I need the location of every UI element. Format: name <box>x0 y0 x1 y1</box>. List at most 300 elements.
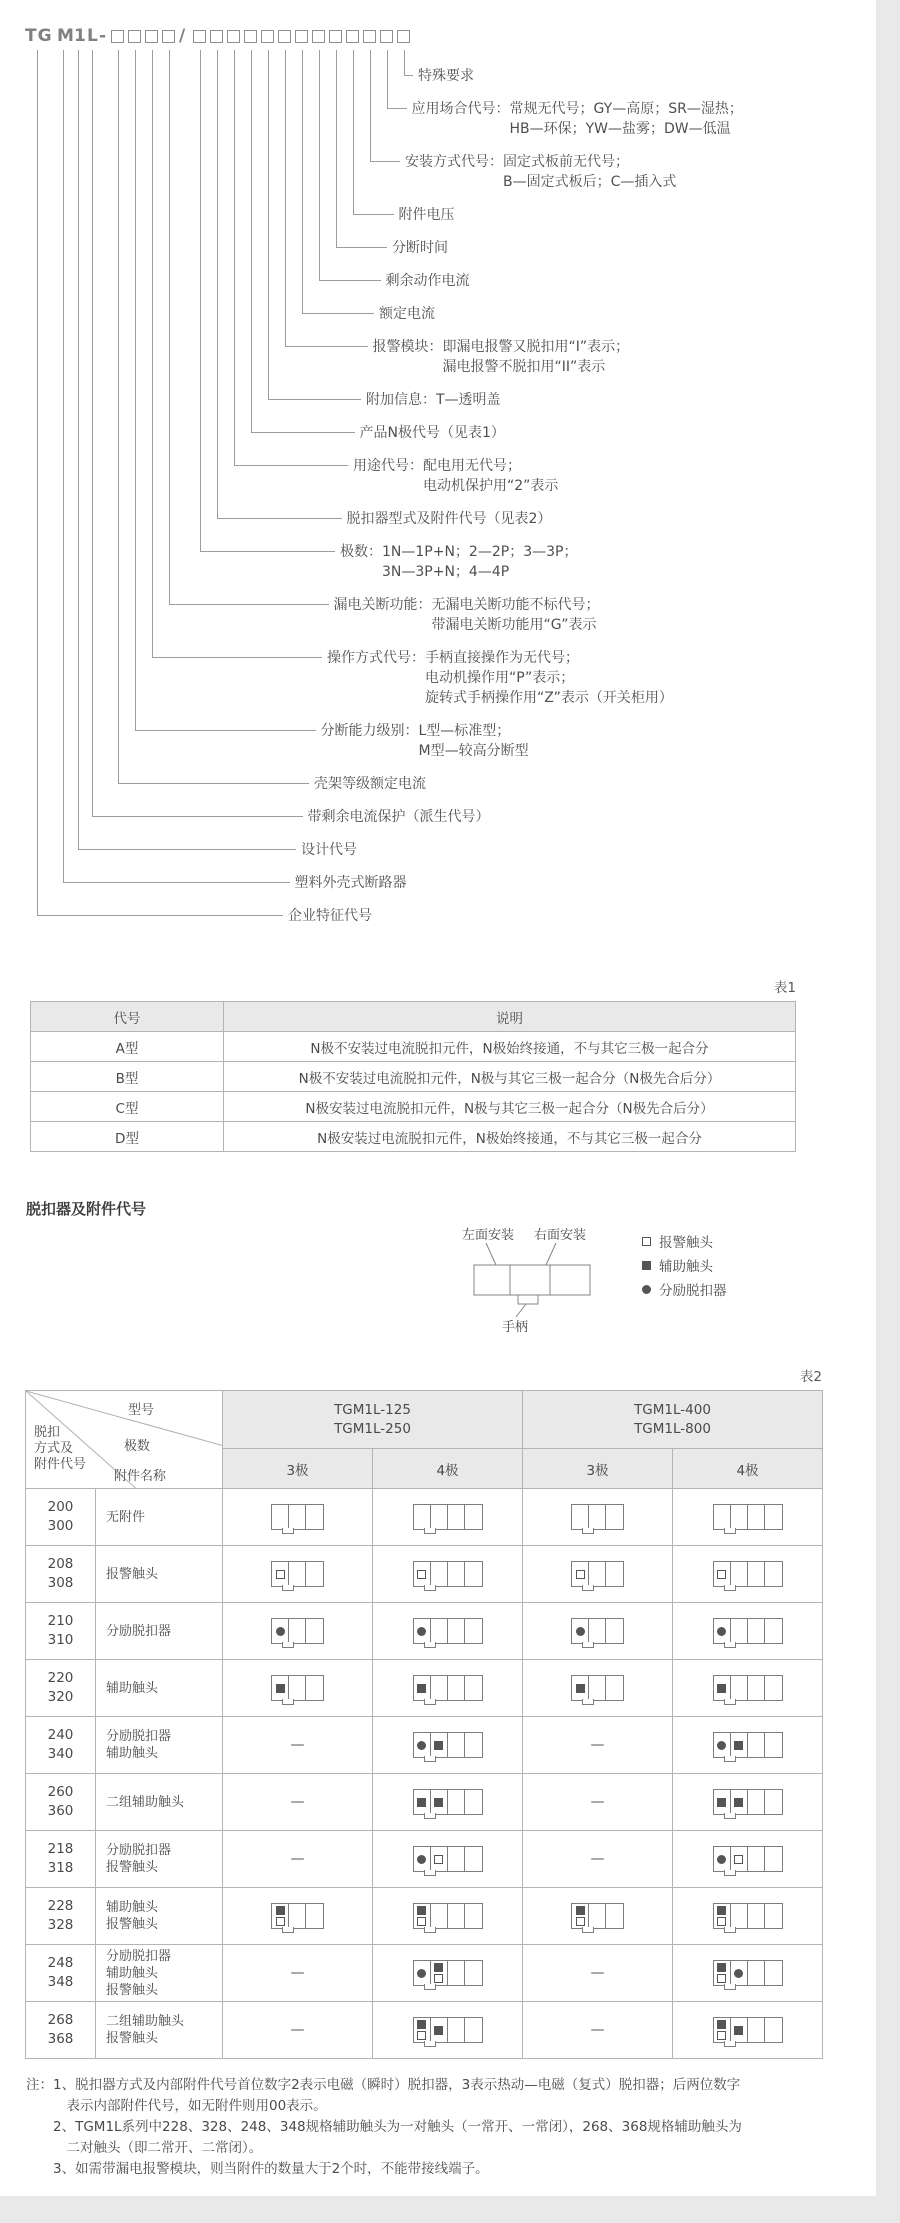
breaker-compartment <box>431 1619 448 1643</box>
annotation-label <box>360 423 505 443</box>
breaker-diagram <box>713 1903 783 1929</box>
right-install-label: 右面安装 <box>534 1228 587 1243</box>
table2-tag: 表2 <box>799 1369 822 1385</box>
table2-row <box>26 1888 823 1945</box>
accessory-name-cell <box>96 1774 223 1831</box>
auxiliary-contact-symbol <box>717 1963 726 1972</box>
accessory-config-cell <box>523 2002 673 2059</box>
accessory-legend <box>642 1229 727 1301</box>
annotation-text: 塑料外壳式断路器 <box>294 875 407 891</box>
accessory-name-line: 辅助触头 <box>106 1900 159 1915</box>
accessory-name-cell <box>96 1888 223 1945</box>
alarm-contact-symbol <box>434 1974 443 1983</box>
breaker-compartment <box>448 1790 465 1814</box>
auxiliary-contact-symbol <box>417 1798 426 1807</box>
auxiliary-contact-symbol <box>734 1741 743 1750</box>
breaker-compartment <box>606 1676 623 1700</box>
accessory-config-cell <box>223 1945 373 2002</box>
type-code-cell: D型 <box>31 1122 224 1152</box>
breaker-diagram <box>271 1504 324 1530</box>
auxiliary-contact-symbol <box>434 1798 443 1807</box>
model-code-char: TG <box>25 26 53 46</box>
breaker-compartment <box>714 1961 731 1985</box>
code-value: 260 <box>47 1784 74 1800</box>
breaker-compartment <box>589 1562 606 1586</box>
code-value: 208 <box>47 1556 74 1572</box>
trip-accessory-code-cell <box>26 1945 96 2002</box>
alarm-contact-symbol <box>717 1570 726 1579</box>
breaker-compartment <box>714 1904 731 1928</box>
table2-trip-accessory-codes <box>25 1390 823 2059</box>
model-code-box <box>346 30 359 43</box>
left-install-label: 左面安装 <box>462 1228 515 1243</box>
breaker-diagram <box>713 1504 783 1530</box>
breaker-compartment <box>448 1676 465 1700</box>
annotation-label <box>340 542 577 582</box>
accessory-name-line: 二组辅助触头 <box>106 1794 185 1810</box>
table1-row <box>31 1092 796 1122</box>
not-available-dash: — <box>290 1737 305 1753</box>
auxiliary-contact-symbol <box>276 1684 285 1693</box>
annotation-label <box>347 509 552 529</box>
model-designation-tree <box>0 12 876 974</box>
breaker-diagram <box>271 1561 324 1587</box>
breaker-diagram <box>713 1789 783 1815</box>
legend-item <box>642 1229 727 1253</box>
table2-model-group: TGM1L-400 TGM1L-800 <box>523 1391 823 1449</box>
accessory-config-cell <box>373 1603 523 1660</box>
breaker-compartment <box>414 1505 431 1529</box>
shunt-release-symbol <box>417 1741 426 1750</box>
accessory-name-cell <box>96 2002 223 2059</box>
model-code-box <box>261 30 274 43</box>
table2-model-group: TGM1L-125 TGM1L-250 <box>223 1391 523 1449</box>
alarm-contact-symbol <box>434 1855 443 1864</box>
code-value: 200 <box>47 1499 74 1515</box>
code-value: 310 <box>47 1632 74 1648</box>
shunt-release-symbol <box>717 1741 726 1750</box>
annotation-label <box>288 906 372 926</box>
trip-accessory-code-cell <box>26 1660 96 1717</box>
annotation-label <box>405 152 676 192</box>
breaker-compartment <box>431 1733 448 1757</box>
model-code-char: - <box>99 26 108 46</box>
breaker-compartment <box>414 1562 431 1586</box>
shunt-release-symbol <box>417 1627 426 1636</box>
breaker-compartment <box>765 1961 782 1985</box>
accessory-config-cell <box>373 1660 523 1717</box>
breaker-compartment <box>414 1733 431 1757</box>
breaker-compartment <box>431 1505 448 1529</box>
annotation-label <box>418 66 474 86</box>
accessory-config-cell <box>673 2002 823 2059</box>
breaker-compartment <box>572 1562 589 1586</box>
breaker-compartment <box>606 1904 623 1928</box>
type-code-cell: A型 <box>31 1032 224 1062</box>
model-code-box <box>244 30 257 43</box>
accessory-name-line: 报警触头 <box>106 1917 159 1932</box>
breaker-compartment <box>748 1505 765 1529</box>
annotation-text: 极数：1N—1P+N；2—2P；3—3P； <box>340 544 578 560</box>
code-value: 348 <box>47 1974 74 1990</box>
annotation-label <box>366 390 501 410</box>
breaker-diagram <box>713 1732 783 1758</box>
breaker-compartment <box>765 1790 782 1814</box>
code-value: 360 <box>47 1803 74 1819</box>
breaker-diagram <box>413 1618 483 1644</box>
corner-label-model: 型号 <box>128 1403 155 1418</box>
accessory-name-line: 辅助触头 <box>106 1965 159 1981</box>
breaker-compartment <box>272 1562 289 1586</box>
breaker-compartment <box>748 1562 765 1586</box>
auxiliary-contact-symbol <box>434 1741 443 1750</box>
breaker-compartment <box>465 1961 482 1985</box>
breaker-compartment <box>731 1733 748 1757</box>
breaker-compartment <box>414 1847 431 1871</box>
not-available-dash: — <box>290 2022 305 2038</box>
accessory-config-cell <box>223 1489 373 1546</box>
annotation-label <box>386 271 470 291</box>
breaker-diagram <box>713 1618 783 1644</box>
not-available-dash: — <box>290 1965 305 1981</box>
not-available-dash: — <box>590 2022 605 2038</box>
accessory-config-cell <box>223 1888 373 1945</box>
type-desc-cell: N极安装过电流脱扣元件，N极与其它三极一起合分（N极先合后分） <box>224 1092 796 1122</box>
alarm-contact-symbol <box>417 1570 426 1579</box>
table1-n-pole-codes <box>30 1001 796 1152</box>
annotation-text: 壳架等级额定电流 <box>314 776 426 792</box>
accessory-config-cell <box>223 2002 373 2059</box>
breaker-compartment <box>306 1904 323 1928</box>
accessory-name-line: 无附件 <box>106 1509 146 1525</box>
breaker-compartment <box>306 1505 323 1529</box>
breaker-compartment <box>748 2018 765 2042</box>
breaker-compartment <box>306 1619 323 1643</box>
accessory-name-line: 分励脱扣器 <box>106 1948 172 1964</box>
breaker-diagram <box>713 1675 783 1701</box>
breaker-compartment <box>606 1505 623 1529</box>
accessory-config-cell <box>673 1888 823 1945</box>
breaker-diagram <box>713 2017 783 2043</box>
breaker-diagram <box>713 1846 783 1872</box>
trip-accessory-code-cell <box>26 1717 96 1774</box>
breaker-compartment <box>465 1619 482 1643</box>
breaker-compartment <box>572 1676 589 1700</box>
trip-accessory-code-cell <box>26 1489 96 1546</box>
not-available-dash: — <box>290 1851 305 1867</box>
table2-row <box>26 2002 823 2059</box>
annotation-text: 电动机操作用“P”表示； <box>327 670 575 686</box>
breaker-diagram <box>413 1732 483 1758</box>
breaker-compartment <box>465 1676 482 1700</box>
code-value: 318 <box>47 1860 74 1876</box>
table2-row <box>26 1945 823 2002</box>
accessory-name-cell <box>96 1489 223 1546</box>
breaker-diagram <box>571 1504 624 1530</box>
annotation-label <box>334 595 600 635</box>
breaker-compartment <box>765 1619 782 1643</box>
breaker-compartment <box>606 1619 623 1643</box>
annotation-text: 附件电压 <box>398 207 455 223</box>
model-code-box <box>397 30 410 43</box>
shunt-release-symbol <box>717 1627 726 1636</box>
table1-header-row <box>31 1002 796 1032</box>
breaker-compartment <box>572 1505 589 1529</box>
type-code-cell: B型 <box>31 1062 224 1092</box>
breaker-compartment <box>448 1505 465 1529</box>
breaker-compartment <box>414 1790 431 1814</box>
accessory-config-cell <box>523 1660 673 1717</box>
breaker-diagram <box>571 1561 624 1587</box>
table1-tag: 表1 <box>773 980 796 996</box>
breaker-diagram <box>413 1846 483 1872</box>
breaker-compartment <box>289 1505 306 1529</box>
alarm-contact-symbol <box>276 1917 285 1926</box>
annotation-label <box>295 873 407 893</box>
legend-item <box>642 1277 727 1301</box>
not-available-dash: — <box>590 1794 605 1810</box>
breaker-compartment <box>431 1961 448 1985</box>
type-desc-cell: N极不安装过电流脱扣元件，N极与其它三极一起合分（N极先合后分） <box>224 1062 796 1092</box>
table2-row <box>26 1660 823 1717</box>
annotation-text: 3N—3P+N；4—4P <box>340 564 510 580</box>
breaker-compartment <box>714 1790 731 1814</box>
accessory-name-line: 分励脱扣器 <box>106 1623 172 1639</box>
breaker-compartment <box>414 1904 431 1928</box>
annotation-text: 设计代号 <box>301 842 357 858</box>
breaker-compartment <box>765 1847 782 1871</box>
table2-row <box>26 1831 823 1888</box>
breaker-compartment <box>606 1562 623 1586</box>
alarm-contact-symbol <box>576 1570 585 1579</box>
annotation-label <box>308 807 490 827</box>
trip-accessory-code-cell <box>26 1831 96 1888</box>
breaker-compartment <box>272 1904 289 1928</box>
accessory-config-cell <box>673 1546 823 1603</box>
table2-row <box>26 1717 823 1774</box>
auxiliary-contact-symbol <box>417 1684 426 1693</box>
breaker-compartment <box>306 1562 323 1586</box>
annotation-text: M型—较高分断型 <box>320 743 529 759</box>
breaker-compartment <box>714 1847 731 1871</box>
trip-accessory-code-cell <box>26 2002 96 2059</box>
auxiliary-contact-symbol <box>434 1963 443 1972</box>
auxiliary-contact-symbol <box>734 1798 743 1807</box>
accessory-config-cell <box>373 1489 523 1546</box>
breaker-compartment <box>748 1961 765 1985</box>
model-code-box <box>111 30 124 43</box>
breaker-compartment <box>431 1676 448 1700</box>
annotation-text: 操作方式代号：手柄直接操作为无代号； <box>327 650 579 666</box>
breaker-compartment <box>731 1562 748 1586</box>
breaker-compartment <box>714 2018 731 2042</box>
shunt-release-symbol <box>576 1627 585 1636</box>
annotation-label <box>353 456 558 496</box>
annotation-text: 带剩余电流保护（派生代号） <box>307 809 490 825</box>
breaker-compartment <box>731 1904 748 1928</box>
breaker-compartment <box>731 1676 748 1700</box>
accessory-config-cell <box>523 1489 673 1546</box>
breaker-compartment <box>465 1847 482 1871</box>
table1-row <box>31 1122 796 1152</box>
breaker-compartment <box>572 1904 589 1928</box>
accessory-config-cell <box>223 1603 373 1660</box>
breaker-compartment <box>414 1619 431 1643</box>
annotation-text: HB—环保；YW—盐雾；DW—低温 <box>411 121 731 137</box>
not-available-dash: — <box>290 1794 305 1810</box>
trip-accessory-code-cell <box>26 1774 96 1831</box>
breaker-compartment <box>431 2018 448 2042</box>
breaker-compartment <box>748 1733 765 1757</box>
breaker-compartment <box>289 1676 306 1700</box>
model-code-box <box>329 30 342 43</box>
breaker-compartment <box>765 1562 782 1586</box>
accessory-config-cell <box>523 1888 673 1945</box>
model-code-slash: / <box>179 26 187 46</box>
annotation-text: 剩余动作电流 <box>385 273 470 289</box>
table1-row <box>31 1062 796 1092</box>
breaker-compartment <box>589 1904 606 1928</box>
accessory-name-cell <box>96 1831 223 1888</box>
pole-count-header: 3极 <box>223 1449 373 1489</box>
not-available-dash: — <box>590 1737 605 1753</box>
accessory-name-line: 报警触头 <box>106 1860 159 1875</box>
auxiliary-contact-symbol <box>576 1684 585 1693</box>
pole-count-header: 4极 <box>673 1449 823 1489</box>
breaker-compartment <box>306 1676 323 1700</box>
breaker-diagram <box>713 1561 783 1587</box>
auxiliary-contact-symbol <box>276 1906 285 1915</box>
code-value: 308 <box>47 1575 74 1591</box>
breaker-compartment <box>448 1961 465 1985</box>
breaker-compartment <box>748 1790 765 1814</box>
annotation-text: 应用场合代号：常规无代号；GY—高原；SR—湿热； <box>411 101 743 117</box>
type-code-cell: C型 <box>31 1092 224 1122</box>
breaker-compartment <box>748 1904 765 1928</box>
footnotes <box>26 2075 876 2180</box>
annotation-label <box>373 337 630 377</box>
shunt-release-symbol <box>642 1285 651 1294</box>
breaker-compartment <box>748 1619 765 1643</box>
accessory-config-cell <box>523 1717 673 1774</box>
alarm-contact-symbol <box>276 1570 285 1579</box>
accessory-config-cell <box>223 1717 373 1774</box>
breaker-diagram <box>271 1675 324 1701</box>
trip-accessory-code-cell <box>26 1603 96 1660</box>
alarm-contact-symbol <box>417 1917 426 1926</box>
annotation-label <box>301 840 357 860</box>
breaker-compartment <box>431 1847 448 1871</box>
model-code-box <box>210 30 223 43</box>
breaker-diagram <box>413 1561 483 1587</box>
accessory-config-cell <box>673 1660 823 1717</box>
breaker-compartment <box>589 1619 606 1643</box>
annotation-label <box>379 304 435 324</box>
trip-accessory-code-cell <box>26 1546 96 1603</box>
breaker-compartment <box>589 1676 606 1700</box>
accessory-name-line: 分励脱扣器 <box>106 1729 172 1744</box>
accessory-config-cell <box>223 1831 373 1888</box>
accessory-config-cell <box>223 1660 373 1717</box>
legend-label: 报警触头 <box>659 1235 713 1251</box>
accessory-config-cell <box>673 1774 823 1831</box>
breaker-diagram <box>571 1903 624 1929</box>
breaker-compartment <box>714 1619 731 1643</box>
accessory-name-cell <box>96 1717 223 1774</box>
model-code-box <box>312 30 325 43</box>
breaker-compartment <box>448 1733 465 1757</box>
annotation-connector-line <box>37 50 283 916</box>
breaker-compartment <box>272 1619 289 1643</box>
accessory-config-cell <box>673 1945 823 2002</box>
alarm-contact-symbol <box>717 1974 726 1983</box>
auxiliary-contact-symbol <box>417 1906 426 1915</box>
breaker-compartment <box>289 1904 306 1928</box>
breaker-diagram <box>413 1903 483 1929</box>
accessory-config-cell <box>373 1546 523 1603</box>
code-value: 340 <box>47 1746 74 1762</box>
annotation-text: B—固定式板后；C—插入式 <box>405 174 677 190</box>
accessory-config-cell <box>673 1717 823 1774</box>
breaker-compartment <box>414 1676 431 1700</box>
breaker-compartment <box>465 1733 482 1757</box>
footnote-line: 注：1、脱扣器方式及内部附件代号首位数字2表示电磁（瞬时）脱扣器，3表示热动—电磁（复式）脱扣器；后两位数字 <box>26 2077 741 2093</box>
accessory-config-cell <box>373 2002 523 2059</box>
model-code-char: M <box>57 26 75 46</box>
auxiliary-contact-symbol <box>576 1906 585 1915</box>
breaker-diagram <box>571 1675 624 1701</box>
table1-row <box>31 1032 796 1062</box>
breaker-compartment <box>572 1619 589 1643</box>
not-available-dash: — <box>590 1851 605 1867</box>
model-code-box <box>380 30 393 43</box>
code-value: 248 <box>47 1955 74 1971</box>
trip-accessory-code-cell <box>26 1888 96 1945</box>
breaker-sketch <box>452 1225 632 1337</box>
type-desc-cell: N极安装过电流脱扣元件，N极始终接通，不与其它三极一起合分 <box>224 1122 796 1152</box>
breaker-compartment <box>448 2018 465 2042</box>
breaker-compartment <box>465 1505 482 1529</box>
model-code-char: 1 <box>74 26 87 46</box>
accessory-config-cell <box>373 1945 523 2002</box>
accessory-name-cell <box>96 1603 223 1660</box>
alarm-contact-symbol <box>417 2031 426 2040</box>
code-value: 368 <box>47 2031 74 2047</box>
accessory-config-cell <box>673 1603 823 1660</box>
auxiliary-contact-symbol <box>734 2026 743 2035</box>
breaker-compartment <box>448 1847 465 1871</box>
breaker-compartment <box>731 1619 748 1643</box>
accessory-config-cell <box>223 1546 373 1603</box>
code-value: 220 <box>47 1670 74 1686</box>
footnote-line: 表示内部附件代号，如无附件则用00表示。 <box>26 2098 327 2114</box>
model-code-char: L <box>87 26 99 46</box>
annotation-text: 额定电流 <box>379 306 435 322</box>
breaker-diagram <box>271 1903 324 1929</box>
accessory-name-cell <box>96 1660 223 1717</box>
footnote-line: 3、如需带漏电报警模块，则当附件的数量大于2个时，不能带接线端子。 <box>26 2161 489 2177</box>
breaker-compartment <box>731 1961 748 1985</box>
code-value: 210 <box>47 1613 74 1629</box>
annotation-text: 脱扣器型式及附件代号（见表2） <box>346 511 552 527</box>
breaker-compartment <box>748 1847 765 1871</box>
accessory-config-cell <box>373 1717 523 1774</box>
accessory-config-cell <box>223 1774 373 1831</box>
pole-count-header: 4极 <box>373 1449 523 1489</box>
breaker-compartment <box>714 1562 731 1586</box>
table1-header-desc: 说明 <box>224 1002 796 1032</box>
annotation-text: 企业特征代号 <box>288 908 372 924</box>
